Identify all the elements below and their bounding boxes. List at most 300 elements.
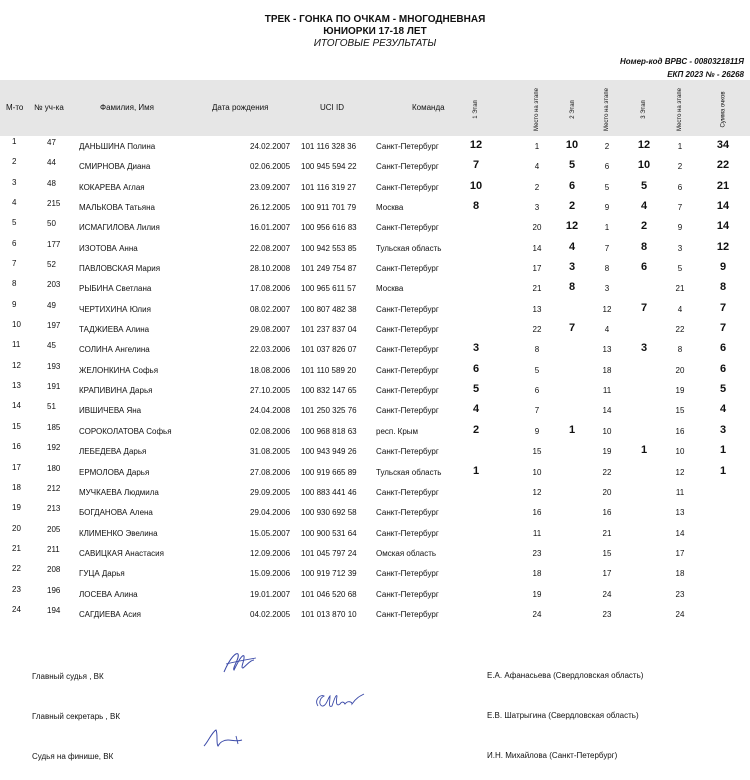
cell-stage1-points: 2 [472,423,480,436]
official-role-finish-judge: Судья на финише, ВК [32,752,114,761]
cell-team: Санкт-Петербург [376,447,439,457]
cell-bib-number: 194 [47,605,61,615]
cell-stage2-place: 14 [602,406,612,416]
official-name-finish-judge: И.Н. Михайлова (Санкт-Петербург) [487,751,618,760]
cell-stage1-place: 4 [534,162,540,172]
cell-team: Тульская область [376,467,442,477]
cell-stage1-place: 17 [532,264,542,274]
cell-stage2-place: 21 [602,528,612,538]
cell-rider-name: КОКАРЕВА Аглая [79,182,145,192]
cell-stage2-place: 22 [602,467,612,477]
cell-stage2-place: 9 [604,203,610,213]
cell-bib-number: 50 [47,219,56,229]
cell-stage1-points: 8 [472,200,480,213]
cell-stage1-place: 9 [534,426,540,436]
cell-birth-date: 24.04.2008 [250,406,291,416]
cell-bib-number: 203 [47,280,61,290]
cell-stage3-place: 6 [677,182,683,192]
cell-stage1-place: 16 [532,508,542,518]
cell-rider-name: МУЧКАЕВА Людмила [79,487,159,497]
cell-rider-name: СМИРНОВА Диана [79,162,151,172]
cell-stage2-place: 19 [602,447,612,457]
cell-rider-name: СОРОКОЛАТОВА Софья [79,426,172,436]
cell-total-points: 34 [716,139,730,151]
cell-team: Санкт-Петербург [376,182,439,192]
cell-bib-number: 47 [47,138,56,147]
cell-uci-id: 101 037 826 07 [301,345,357,355]
official-role-chief-secretary: Главный секретарь , ВК [32,712,120,721]
table-row [0,197,750,217]
cell-bib-number: 49 [47,300,56,310]
cell-place: 3 [12,177,17,187]
cell-birth-date: 29.08.2007 [250,325,291,335]
cell-stage2-place: 11 [602,386,612,396]
cell-stage1-place: 23 [532,548,542,558]
cell-team: Санкт-Петербург [376,609,439,619]
cell-uci-id: 100 900 531 64 [301,528,357,538]
col-header-total: Сумма очков [720,90,727,128]
cell-team: Санкт-Петербург [376,487,439,497]
cell-total-points: 14 [716,220,730,233]
cell-birth-date: 26.12.2005 [250,203,291,213]
vrvs-code: Номер-код ВРВС - 0080321811Я [620,57,744,66]
cell-bib-number: 185 [47,422,61,432]
cell-stage2-place: 6 [604,162,610,172]
cell-stage3-place: 19 [675,386,685,396]
cell-place: 14 [12,401,21,411]
cell-bib-number: 197 [47,321,61,331]
cell-stage2-place: 23 [602,609,612,619]
cell-bib-number: 192 [47,443,61,453]
cell-birth-date: 23.09.2007 [250,182,291,192]
cell-stage1-place: 7 [534,406,540,416]
cell-stage1-points: 5 [472,383,480,396]
col-header-dob: Дата рождения [212,103,269,112]
cell-stage2-place: 2 [604,142,610,151]
signature-chief-judge [220,648,260,676]
table-row [0,523,750,543]
cell-stage2-points: 2 [568,200,576,213]
document-title-block [0,14,750,50]
cell-bib-number: 213 [47,504,61,514]
cell-place: 15 [12,421,21,431]
signature-finish-judge [198,726,248,752]
cell-stage1-place: 1 [534,142,540,151]
title-line-2: ЮНИОРКИ 17-18 ЛЕТ [323,26,427,37]
cell-rider-name: КЛИМЕНКО Эвелина [79,528,158,538]
cell-bib-number: 191 [47,382,61,392]
cell-stage1-points: 10 [469,179,483,192]
cell-bib-number: 211 [47,544,60,554]
cell-uci-id: 101 116 328 36 [301,142,357,151]
cell-place: 17 [12,462,21,472]
cell-rider-name: СОЛИНА Ангелина [79,345,150,355]
cell-uci-id: 100 956 616 83 [301,223,357,233]
cell-team: Санкт-Петербург [376,589,439,599]
cell-rider-name: ИСМАГИЛОВА Лилия [79,223,160,233]
cell-bib-number: 177 [47,239,61,249]
cell-stage2-points: 4 [568,240,576,253]
cell-stage3-place: 20 [675,365,685,375]
cell-birth-date: 22.08.2007 [250,243,291,253]
col-header-stage2: 2 Этап [569,99,576,119]
table-row [0,136,750,156]
cell-place: 22 [12,564,21,574]
cell-uci-id: 100 965 611 57 [301,284,357,294]
cell-total-points: 8 [719,281,727,294]
cell-uci-id: 101 250 325 76 [301,406,357,416]
cell-rider-name: ЛОСЕВА Алина [79,589,138,599]
cell-stage1-points: 4 [472,403,480,416]
cell-stage2-place: 4 [604,325,610,335]
title-line-1: ТРЕК - ГОНКА ПО ОЧКАМ - МНОГОДНЕВНАЯ [264,14,486,25]
cell-team: Санкт-Петербург [376,345,439,355]
cell-uci-id: 101 110 589 20 [301,365,357,375]
cell-stage2-points: 8 [568,281,576,294]
cell-place: 23 [12,584,21,594]
cell-rider-name: ЖЕЛОНКИНА Софья [79,365,159,375]
cell-stage3-place: 1 [677,142,683,151]
cell-bib-number: 48 [47,178,56,188]
cell-birth-date: 15.09.2006 [250,569,291,579]
table-row [0,543,750,563]
cell-uci-id: 100 968 818 63 [301,426,357,436]
table-row [0,177,750,197]
cell-birth-date: 22.03.2006 [250,345,291,355]
table-row [0,319,750,339]
cell-stage3-points: 2 [640,220,648,233]
cell-stage3-place: 14 [675,528,685,538]
cell-birth-date: 16.01.2007 [250,223,291,233]
cell-stage3-place: 3 [677,243,683,253]
cell-stage3-place: 2 [677,162,683,172]
cell-stage3-place: 22 [675,325,685,335]
table-row [0,502,750,522]
cell-birth-date: 27.10.2005 [250,386,291,396]
cell-stage3-points: 1 [640,444,648,457]
cell-uci-id: 100 945 594 22 [301,162,357,172]
cell-total-points: 6 [719,342,727,355]
cell-stage2-place: 18 [602,365,612,375]
cell-uci-id: 100 911 701 79 [301,203,357,213]
cell-place: 10 [12,320,21,330]
official-name-chief-judge: Е.А. Афанасьева (Свердловская область) [487,671,644,680]
table-row [0,462,750,482]
cell-rider-name: ДАНЬШИНА Полина [79,142,156,151]
table-row [0,441,750,461]
col-header-team: Команда [412,103,445,112]
cell-stage3-place: 13 [675,508,685,518]
cell-stage2-points: 6 [568,179,576,192]
cell-stage2-place: 16 [602,508,612,518]
table-row [0,258,750,278]
cell-team: Санкт-Петербург [376,406,439,416]
cell-rider-name: БОГДАНОВА Алена [79,508,153,518]
cell-stage2-place: 8 [604,264,610,274]
cell-rider-name: ИВШИЧЕВА Яна [79,406,142,416]
cell-rider-name: ЛЕБЕДЕВА Дарья [79,447,147,457]
cell-stage3-points: 12 [637,139,651,151]
cell-uci-id: 101 249 754 87 [301,264,357,274]
cell-stage3-place: 24 [675,609,685,619]
cell-stage3-points: 7 [640,301,648,314]
table-row [0,421,750,441]
cell-rider-name: ТАДЖИЕВА Алина [79,325,150,335]
cell-stage1-points: 6 [472,362,480,375]
table-row [0,278,750,298]
cell-stage1-points: 1 [472,464,480,477]
cell-uci-id: 100 832 147 65 [301,386,357,396]
cell-place: 16 [12,442,21,452]
col-header-place-stage2: Место на этапе [603,87,610,131]
cell-stage3-place: 7 [677,203,683,213]
cell-birth-date: 04.02.2005 [250,609,291,619]
table-row [0,380,750,400]
cell-stage1-place: 24 [532,609,542,619]
cell-place: 9 [12,299,17,309]
cell-stage3-place: 11 [675,487,685,497]
cell-stage2-place: 17 [602,569,612,579]
cell-team: Санкт-Петербург [376,142,439,151]
cell-team: Санкт-Петербург [376,508,439,518]
table-row [0,217,750,237]
cell-stage1-points: 7 [472,159,480,172]
cell-stage3-points: 8 [640,240,648,253]
cell-total-points: 22 [716,159,730,172]
cell-place: 20 [12,523,21,533]
cell-rider-name: КРАПИВИНА Дарья [79,386,153,396]
cell-stage3-points: 6 [640,261,648,274]
cell-stage2-points: 5 [568,159,576,172]
cell-rider-name: ПАВЛОВСКАЯ Мария [79,264,161,274]
cell-stage1-points: 12 [469,139,483,151]
cell-stage3-points: 5 [640,179,648,192]
cell-stage1-place: 8 [534,345,540,355]
cell-place: 5 [12,218,17,228]
cell-rider-name: САВИЦКАЯ Анастасия [79,548,164,558]
cell-bib-number: 193 [47,361,61,371]
cell-team: Санкт-Петербург [376,528,439,538]
cell-stage1-place: 5 [534,365,540,375]
signature-chief-secretary [312,690,366,712]
cell-stage2-points: 7 [568,322,576,335]
cell-stage1-place: 6 [534,386,540,396]
cell-team: Санкт-Петербург [376,162,439,172]
cell-uci-id: 100 942 553 85 [301,243,357,253]
table-row [0,584,750,604]
cell-stage3-place: 21 [675,284,685,294]
cell-place: 11 [12,340,21,350]
cell-birth-date: 27.08.2006 [250,467,291,477]
cell-birth-date: 02.06.2005 [250,162,291,172]
cell-uci-id: 101 116 319 27 [301,182,357,192]
cell-birth-date: 17.08.2006 [250,284,291,294]
cell-place: 4 [12,198,17,208]
cell-team: Тульская область [376,243,442,253]
cell-total-points: 14 [716,200,730,213]
cell-bib-number: 180 [47,463,61,473]
cell-bib-number: 215 [47,199,61,209]
cell-bib-number: 51 [47,402,56,412]
cell-birth-date: 28.10.2008 [250,264,291,274]
cell-birth-date: 12.09.2006 [250,548,291,558]
cell-place: 18 [12,482,21,492]
cell-stage1-points: 3 [472,342,480,355]
cell-total-points: 6 [719,362,727,375]
cell-bib-number: 205 [47,524,61,534]
cell-birth-date: 08.02.2007 [250,304,291,314]
cell-stage3-place: 4 [677,304,683,314]
cell-total-points: 12 [716,240,730,253]
cell-rider-name: МАЛЬКОВА Татьяна [79,203,155,213]
cell-birth-date: 29.09.2005 [250,487,291,497]
cell-stage2-place: 15 [602,548,612,558]
cell-team: Омская область [376,548,437,558]
cell-team: Санкт-Петербург [376,304,439,314]
cell-stage1-place: 21 [532,284,542,294]
cell-stage2-place: 5 [604,182,610,192]
cell-place: 19 [12,503,21,513]
cell-stage3-points: 4 [640,200,648,213]
cell-stage1-place: 2 [534,182,540,192]
cell-stage3-place: 12 [675,467,685,477]
col-header-place-stage3: Место на этапе [676,87,683,131]
official-role-chief-judge: Главный судья , ВК [32,672,104,681]
cell-stage2-place: 1 [604,223,610,233]
col-header-number: № уч-ка [34,103,64,112]
cell-uci-id: 100 919 665 89 [301,467,357,477]
cell-bib-number: 45 [47,341,56,351]
cell-total-points: 7 [719,322,727,335]
table-row [0,360,750,380]
cell-stage1-place: 10 [532,467,542,477]
official-name-chief-secretary: Е.В. Шатрыгина (Свердловская область) [487,711,639,720]
cell-total-points: 3 [719,423,727,436]
cell-stage1-place: 22 [532,325,542,335]
cell-stage1-place: 3 [534,203,540,213]
cell-stage2-place: 7 [604,243,610,253]
cell-team: респ. Крым [376,426,419,436]
cell-stage3-place: 10 [675,447,685,457]
cell-stage1-place: 18 [532,569,542,579]
cell-stage3-points: 3 [640,342,648,355]
cell-team: Санкт-Петербург [376,223,439,233]
cell-stage1-place: 14 [532,243,542,253]
table-row [0,299,750,319]
cell-team: Москва [376,203,404,213]
cell-rider-name: ИЗОТОВА Анна [79,243,138,253]
cell-uci-id: 100 807 482 38 [301,304,357,314]
cell-stage3-points: 10 [637,159,651,172]
cell-stage1-place: 12 [532,487,542,497]
cell-stage2-place: 20 [602,487,612,497]
cell-uci-id: 100 919 712 39 [301,569,357,579]
cell-stage2-place: 24 [602,589,612,599]
cell-total-points: 21 [716,179,730,192]
cell-bib-number: 52 [47,260,56,270]
cell-place: 2 [12,157,17,167]
table-row [0,604,750,624]
cell-stage2-place: 10 [602,426,612,436]
cell-stage1-place: 11 [532,528,542,538]
cell-birth-date: 18.08.2006 [250,365,291,375]
cell-stage2-points: 10 [565,139,579,151]
col-header-stage3: 3 Этап [640,99,647,119]
cell-stage3-place: 18 [675,569,685,579]
table-row [0,339,750,359]
cell-birth-date: 31.08.2005 [250,447,291,457]
cell-place: 1 [12,137,17,146]
cell-place: 6 [12,238,17,248]
cell-uci-id: 100 930 692 58 [301,508,357,518]
cell-total-points: 9 [719,261,727,274]
cell-bib-number: 44 [47,158,56,168]
cell-uci-id: 100 943 949 26 [301,447,357,457]
cell-rider-name: ГУЦА Дарья [79,569,125,579]
cell-stage2-place: 12 [602,304,612,314]
col-header-name: Фамилия, Имя [100,103,154,112]
cell-place: 13 [12,381,21,391]
col-header-uci: UCI ID [320,103,344,112]
table-row [0,238,750,258]
cell-stage2-points: 1 [568,423,576,436]
cell-stage2-points: 3 [568,261,576,274]
cell-bib-number: 208 [47,565,61,575]
cell-place: 24 [12,604,21,614]
cell-stage2-place: 13 [602,345,612,355]
cell-uci-id: 101 237 837 04 [301,325,357,335]
table-row [0,563,750,583]
cell-birth-date: 29.04.2006 [250,508,291,518]
cell-stage3-place: 5 [677,264,683,274]
cell-team: Санкт-Петербург [376,569,439,579]
table-row [0,482,750,502]
col-header-stage1: 1 Этап [472,99,479,119]
cell-uci-id: 101 046 520 68 [301,589,357,599]
cell-place: 7 [12,259,17,269]
cell-uci-id: 100 883 441 46 [301,487,357,497]
cell-bib-number: 196 [47,585,61,595]
cell-stage3-place: 16 [675,426,685,436]
cell-rider-name: ЕРМОЛОВА Дарья [79,467,150,477]
cell-stage3-place: 9 [677,223,683,233]
ekp-number: ЕКП 2023 № - 26268 [667,70,744,79]
cell-team: Москва [376,284,404,294]
cell-rider-name: САГДИЕВА Асия [79,609,142,619]
cell-birth-date: 19.01.2007 [250,589,291,599]
cell-stage2-place: 3 [604,284,610,294]
cell-stage1-place: 20 [532,223,542,233]
cell-rider-name: ЧЕРТИХИНА Юлия [79,304,151,314]
cell-uci-id: 101 045 797 24 [301,548,357,558]
cell-total-points: 1 [719,444,727,457]
cell-place: 8 [12,279,17,289]
cell-team: Санкт-Петербург [376,264,439,274]
cell-team: Санкт-Петербург [376,365,439,375]
col-header-place-stage1: Место на этапе [533,87,540,131]
cell-place: 21 [12,543,21,553]
cell-total-points: 1 [719,464,727,477]
cell-stage3-place: 15 [675,406,685,416]
cell-stage1-place: 19 [532,589,542,599]
col-header-place: М-то [6,103,24,112]
table-row [0,400,750,420]
cell-birth-date: 24.02.2007 [250,142,291,151]
cell-stage3-place: 17 [675,548,685,558]
cell-rider-name: РЫБИНА Светлана [79,284,152,294]
cell-stage3-place: 8 [677,345,683,355]
table-row [0,156,750,176]
